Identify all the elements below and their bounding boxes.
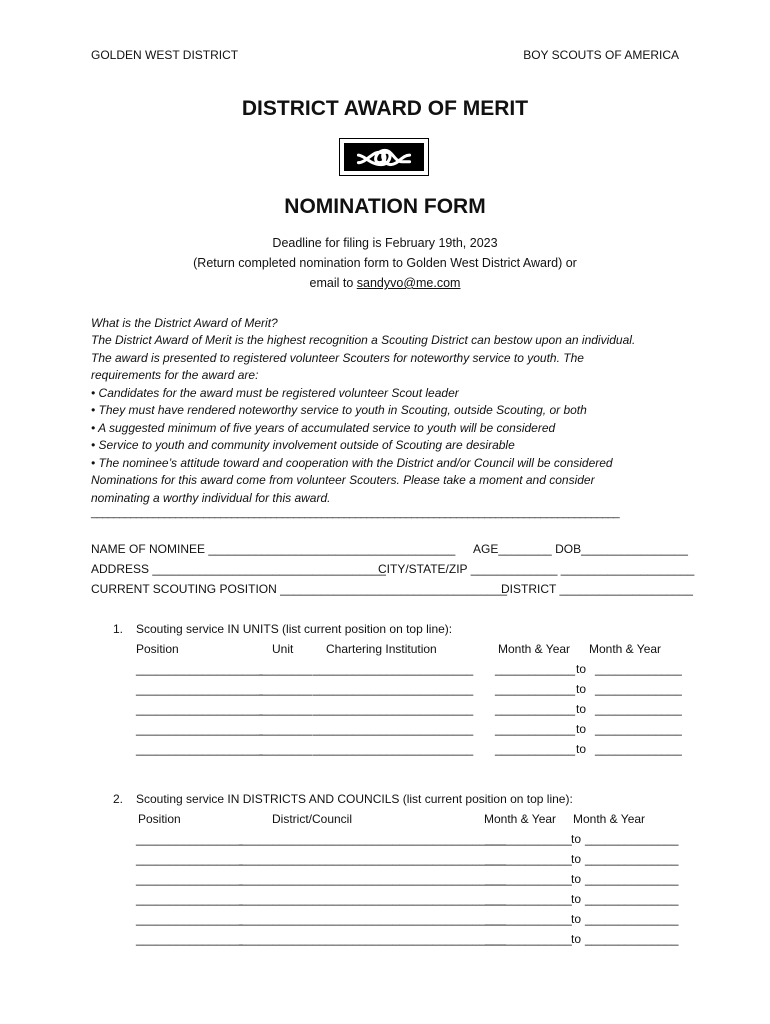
section1-col-to: Month & Year (589, 642, 662, 656)
council-to-date-blank[interactable]: ______________ (585, 892, 679, 906)
to-label: to (571, 912, 582, 926)
to-label: to (576, 682, 587, 696)
nominee-name-field[interactable] (91, 542, 455, 556)
section2-col-district: District/Council (272, 812, 353, 826)
section1-col-unit: Unit (272, 642, 294, 656)
nominee-label: NAME OF NOMINEE (91, 542, 206, 556)
about-line: The District Award of Merit is the highest recognition a Scouting District can bestow upon an individual. (91, 333, 636, 347)
address-blank[interactable]: ___________________________________ (152, 562, 386, 576)
section1-heading: Scouting service IN UNITS (list current position on top line): (136, 622, 453, 636)
about-line: • They must have rendered noteworthy service to youth in Scouting, outside Scouting, or both (91, 403, 587, 417)
council-to-date-blank[interactable]: ______________ (585, 872, 679, 886)
section2-heading: Scouting service IN DISTRICTS AND COUNCILS (list current position on top line): (136, 792, 573, 806)
unit-to-date-blank[interactable]: _____________ (595, 722, 682, 736)
unit-from-date-blank[interactable]: ____________ (495, 742, 576, 756)
council-position-blank[interactable]: ________________ (136, 872, 243, 886)
council-from-date-blank[interactable]: _____________ (485, 932, 572, 946)
address-field[interactable] (91, 562, 386, 576)
district-label: DISTRICT (501, 582, 557, 596)
section2-col-to: Month & Year (573, 812, 646, 826)
email-prefix: email to (309, 276, 357, 290)
age-label: AGE (473, 542, 499, 556)
square-knot-logo (339, 138, 429, 176)
section1-col-institution: Chartering Institution (326, 642, 437, 656)
to-label: to (571, 872, 582, 886)
section1-number: 1. (113, 622, 124, 636)
council-to-date-blank[interactable]: ______________ (585, 832, 679, 846)
district-council-blank[interactable]: ________________________________________ (239, 852, 506, 866)
unit-position-blank[interactable]: ___________________ (136, 682, 263, 696)
unit-number-blank[interactable]: ________ (259, 722, 313, 736)
unit-to-date-blank[interactable]: _____________ (595, 682, 682, 696)
unit-number-blank[interactable]: ________ (259, 702, 313, 716)
city-state-zip-field[interactable] (378, 562, 694, 576)
council-from-date-blank[interactable]: _____________ (485, 832, 572, 846)
district-council-blank[interactable]: ________________________________________ (239, 932, 506, 946)
district-council-blank[interactable]: ________________________________________ (239, 832, 506, 846)
to-label: to (576, 722, 587, 736)
divider-line: ______________________________________________________________________________________________ (91, 507, 620, 519)
chartering-institution-blank[interactable]: ________________________ (313, 702, 474, 716)
council-position-blank[interactable]: ________________ (136, 932, 243, 946)
about-line: Nominations for this award come from volunteer Scouters. Please take a moment and consider (91, 473, 595, 487)
header-organization: BOY SCOUTS OF AMERICA (523, 48, 679, 62)
about-line: • Service to youth and community involvement outside of Scouting are desirable (91, 438, 515, 452)
district-blank[interactable]: ____________________ (559, 582, 693, 596)
district-field[interactable] (501, 582, 693, 596)
to-label: to (576, 702, 587, 716)
unit-to-date-blank[interactable]: _____________ (595, 662, 682, 676)
district-council-blank[interactable]: ________________________________________ (239, 912, 506, 926)
unit-position-blank[interactable]: ___________________ (136, 742, 263, 756)
age-blank[interactable]: ________ (498, 542, 552, 556)
current-position-field[interactable] (91, 582, 507, 596)
unit-number-blank[interactable]: ________ (259, 742, 313, 756)
council-position-blank[interactable]: ________________ (136, 832, 243, 846)
return-note: (Return completed nomination form to Golden West District Award) or (193, 256, 577, 270)
council-to-date-blank[interactable]: ______________ (585, 852, 679, 866)
unit-to-date-blank[interactable]: _____________ (595, 702, 682, 716)
city-blank[interactable]: _____________ ____________________ (470, 562, 695, 576)
unit-from-date-blank[interactable]: ____________ (495, 722, 576, 736)
to-label: to (571, 832, 582, 846)
chartering-institution-blank[interactable]: ________________________ (313, 722, 474, 736)
about-question: What is the District Award of Merit? (91, 316, 278, 330)
council-position-blank[interactable]: ________________ (136, 892, 243, 906)
section2-col-position: Position (138, 812, 181, 826)
council-from-date-blank[interactable]: _____________ (485, 892, 572, 906)
section2-col-from: Month & Year (484, 812, 557, 826)
header-district: GOLDEN WEST DISTRICT (91, 48, 239, 62)
to-label: to (571, 852, 582, 866)
unit-position-blank[interactable]: ___________________ (136, 702, 263, 716)
unit-number-blank[interactable]: ________ (259, 662, 313, 676)
chartering-institution-blank[interactable]: ________________________ (313, 662, 474, 676)
to-label: to (571, 932, 582, 946)
council-position-blank[interactable]: ________________ (136, 912, 243, 926)
nominee-blank[interactable]: _____________________________________ (208, 542, 456, 556)
form-title: NOMINATION FORM (284, 195, 486, 218)
address-label: ADDRESS (91, 562, 150, 576)
unit-to-date-blank[interactable]: _____________ (595, 742, 682, 756)
about-line: nominating a worthy individual for this award. (91, 490, 331, 505)
council-to-date-blank[interactable]: ______________ (585, 932, 679, 946)
council-from-date-blank[interactable]: _____________ (485, 872, 572, 886)
unit-from-date-blank[interactable]: ____________ (495, 682, 576, 696)
position-blank[interactable]: __________________________________ (280, 582, 508, 596)
unit-from-date-blank[interactable]: ____________ (495, 702, 576, 716)
deadline-text: Deadline for filing is February 19th, 2023 (272, 236, 498, 250)
about-line: • A suggested minimum of five years of accumulated service to youth will be considered (91, 420, 556, 435)
district-council-blank[interactable]: ________________________________________ (239, 872, 506, 886)
dob-label: DOB (555, 542, 582, 556)
section1-col-position: Position (136, 642, 179, 656)
district-council-blank[interactable]: ________________________________________ (239, 892, 506, 906)
about-line: The award is presented to registered volunteer Scouters for noteworthy service to youth. The (91, 350, 584, 365)
section1-col-from: Month & Year (498, 642, 571, 656)
unit-position-blank[interactable]: ___________________ (136, 662, 263, 676)
section2-number: 2. (113, 792, 124, 806)
email-link[interactable]: sandyvo@me.com (356, 276, 461, 290)
position-label: CURRENT SCOUTING POSITION (91, 582, 277, 596)
about-line: • The nominee’s attitude toward and cooperation with the District and/or Council will be considered (91, 455, 613, 470)
unit-from-date-blank[interactable]: ____________ (495, 662, 576, 676)
city-label: CITY/STATE/ZIP (378, 562, 468, 576)
unit-number-blank[interactable]: ________ (259, 682, 313, 696)
to-label: to (576, 742, 587, 756)
age-field[interactable] (473, 542, 688, 556)
email-line (0, 276, 770, 290)
about-line: • Candidates for the award must be registered volunteer Scout leader (91, 385, 459, 400)
council-position-blank[interactable]: ________________ (136, 852, 243, 866)
dob-blank[interactable]: ________________ (581, 542, 688, 556)
about-line: requirements for the award are: (91, 368, 259, 382)
page-title: DISTRICT AWARD OF MERIT (241, 97, 529, 120)
council-from-date-blank[interactable]: _____________ (485, 852, 572, 866)
chartering-institution-blank[interactable]: ________________________ (313, 682, 474, 696)
council-to-date-blank[interactable]: ______________ (585, 912, 679, 926)
to-label: to (576, 662, 587, 676)
council-from-date-blank[interactable]: _____________ (485, 912, 572, 926)
chartering-institution-blank[interactable]: ________________________ (313, 742, 474, 756)
to-label: to (571, 892, 582, 906)
knot-icon (340, 139, 428, 175)
unit-position-blank[interactable]: ___________________ (136, 722, 263, 736)
